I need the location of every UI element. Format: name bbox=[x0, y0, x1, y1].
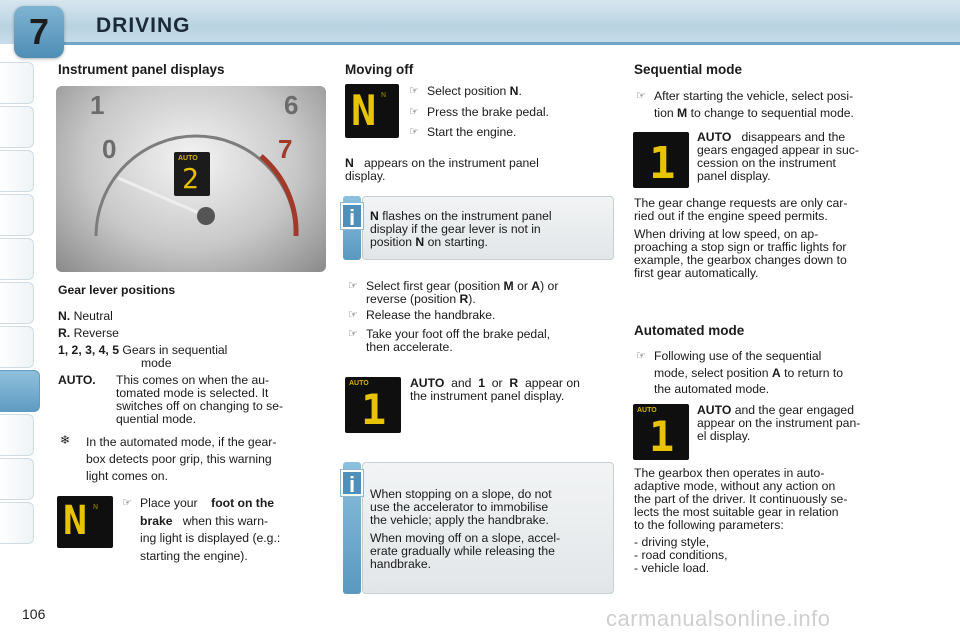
gauge-number: 1 bbox=[90, 90, 105, 120]
chapter-tab[interactable] bbox=[0, 414, 34, 456]
step-take-foot-off: ☞ Take your foot off the brake pedal, then accelerate. bbox=[366, 328, 550, 354]
display-auto-label: AUTO bbox=[178, 155, 198, 162]
seq-auto-disappears: AUTO disappears and the gears engaged appear in suc- cession on the instrument panel display. bbox=[697, 130, 859, 183]
chapter-tab[interactable] bbox=[0, 150, 34, 192]
section-title-sequential-mode: Sequential mode bbox=[634, 62, 743, 77]
chapter-tab-active[interactable] bbox=[0, 370, 40, 412]
gear-auto-desc-2: tomated mode is selected. It bbox=[116, 386, 269, 400]
chapter-tab[interactable] bbox=[0, 458, 34, 500]
chapter-number-badge: 7 bbox=[14, 6, 64, 58]
section-title-moving-off: Moving off bbox=[345, 62, 414, 77]
chapter-tab[interactable] bbox=[0, 502, 34, 544]
gear-auto-desc-3: switches off on changing to se- bbox=[116, 399, 284, 413]
info-icon: i bbox=[341, 470, 363, 496]
seq-gear-change-requests: The gear change requests are only car- ried out if the engine speed permits. bbox=[634, 196, 848, 223]
list-item: - road conditions, bbox=[634, 548, 728, 562]
place-foot-instruction: ☞ Place your foot on the brake when this warn- ing light is displayed (e.g.: starting the engine). bbox=[140, 495, 326, 565]
gear-r-row: R. Reverse bbox=[58, 326, 119, 340]
gear-n-icon: N N bbox=[345, 84, 399, 138]
gauge-number: 0 bbox=[102, 134, 117, 164]
step-select-n: ☞ Select position N. bbox=[427, 85, 522, 98]
snowflake-icon: ❄ bbox=[60, 433, 71, 447]
section-title-instrument-panel: Instrument panel displays bbox=[58, 62, 225, 77]
poor-grip-note: In the automated mode, if the gear- box detects poor grip, this warning light comes on. bbox=[86, 435, 277, 483]
gear-display bbox=[174, 152, 210, 196]
chapter-tab[interactable] bbox=[0, 238, 34, 280]
chapter-title: DRIVING bbox=[96, 14, 191, 37]
auto-gear-1-icon: AUTO 1 bbox=[633, 404, 689, 460]
chapter-tab[interactable] bbox=[0, 326, 34, 368]
chapter-tab[interactable] bbox=[0, 282, 34, 324]
am-auto-gear-engaged: AUTO and the gear engaged appear on the instrument pan- el display. bbox=[697, 403, 861, 443]
chapter-tabs bbox=[0, 62, 40, 546]
am-following-sequential: ☞ Following use of the sequential mode, select position A to return to the automated mode. bbox=[654, 348, 843, 398]
chapter-tab[interactable] bbox=[0, 62, 34, 104]
gear-seq-row: 1, 2, 3, 4, 5 Gears in sequential bbox=[58, 343, 228, 357]
chapter-tab[interactable] bbox=[0, 194, 34, 236]
step-release-handbrake: ☞ Release the handbrake. bbox=[366, 309, 495, 322]
seq-low-speed: When driving at low speed, on ap- proaching a stop sign or traffic lights for example, the gearbox changes down to first gear automatically. bbox=[634, 227, 847, 280]
step-start-engine: ☞ Start the engine. bbox=[427, 126, 516, 139]
info-n-flashes-text: N flashes on the instrument panel display if the gear lever is not in position N on starting. bbox=[370, 209, 552, 249]
step-select-first-gear: ☞ Select first gear (position M or A) or reverse (position R). bbox=[366, 280, 558, 306]
am-parameter-list bbox=[634, 536, 728, 575]
gear-1-icon: 1 bbox=[633, 132, 689, 188]
chapter-tab[interactable] bbox=[0, 106, 34, 148]
am-gearbox-operates: The gearbox then operates in auto- adaptive mode, without any action on the part of the driver. It continuously se- lects the most suitable gear in relation to the following parameters: bbox=[634, 466, 848, 532]
list-item: - vehicle load. bbox=[634, 561, 710, 575]
gear-n-row: N. Neutral bbox=[58, 309, 113, 323]
warning-n-icon: N N bbox=[57, 496, 113, 548]
header-rule bbox=[60, 42, 960, 45]
gauge-number: 6 bbox=[284, 90, 299, 120]
page-number: 106 bbox=[22, 606, 46, 622]
info-icon: i bbox=[341, 203, 363, 229]
gear-auto-key: AUTO. bbox=[58, 373, 96, 387]
auto-appears-text: AUTO and 1 or R appear on the instrument panel display. bbox=[410, 376, 580, 403]
instrument-panel-image bbox=[56, 86, 326, 272]
gear-seq-row-cont: mode bbox=[141, 356, 172, 370]
info-slope-text: When stopping on a slope, do not use the accelerator to immobilise the vehicle; apply the handbrake. When moving off on a slope, accel- erate gradually while releasing the handbrake. bbox=[370, 487, 561, 571]
list-item: - driving style, bbox=[634, 535, 710, 549]
seq-after-starting: ☞ After starting the vehicle, select posi- tion M to change to sequential mode. bbox=[654, 88, 854, 122]
auto-1-icon: AUTO 1 bbox=[345, 377, 401, 433]
gear-lever-title: Gear lever positions bbox=[58, 283, 176, 297]
gear-auto-desc-4: quential mode. bbox=[116, 412, 196, 426]
section-title-automated-mode: Automated mode bbox=[634, 323, 745, 338]
watermark: carmanualsonline.info bbox=[606, 606, 831, 631]
gear-auto-desc-1: This comes on when the au- bbox=[116, 373, 270, 387]
n-appears-text: N appears on the instrument panel display. bbox=[345, 156, 539, 183]
gauge-number: 7 bbox=[278, 134, 293, 164]
step-press-brake: ☞ Press the brake pedal. bbox=[427, 106, 549, 119]
display-gear-number: 2 bbox=[182, 162, 199, 195]
